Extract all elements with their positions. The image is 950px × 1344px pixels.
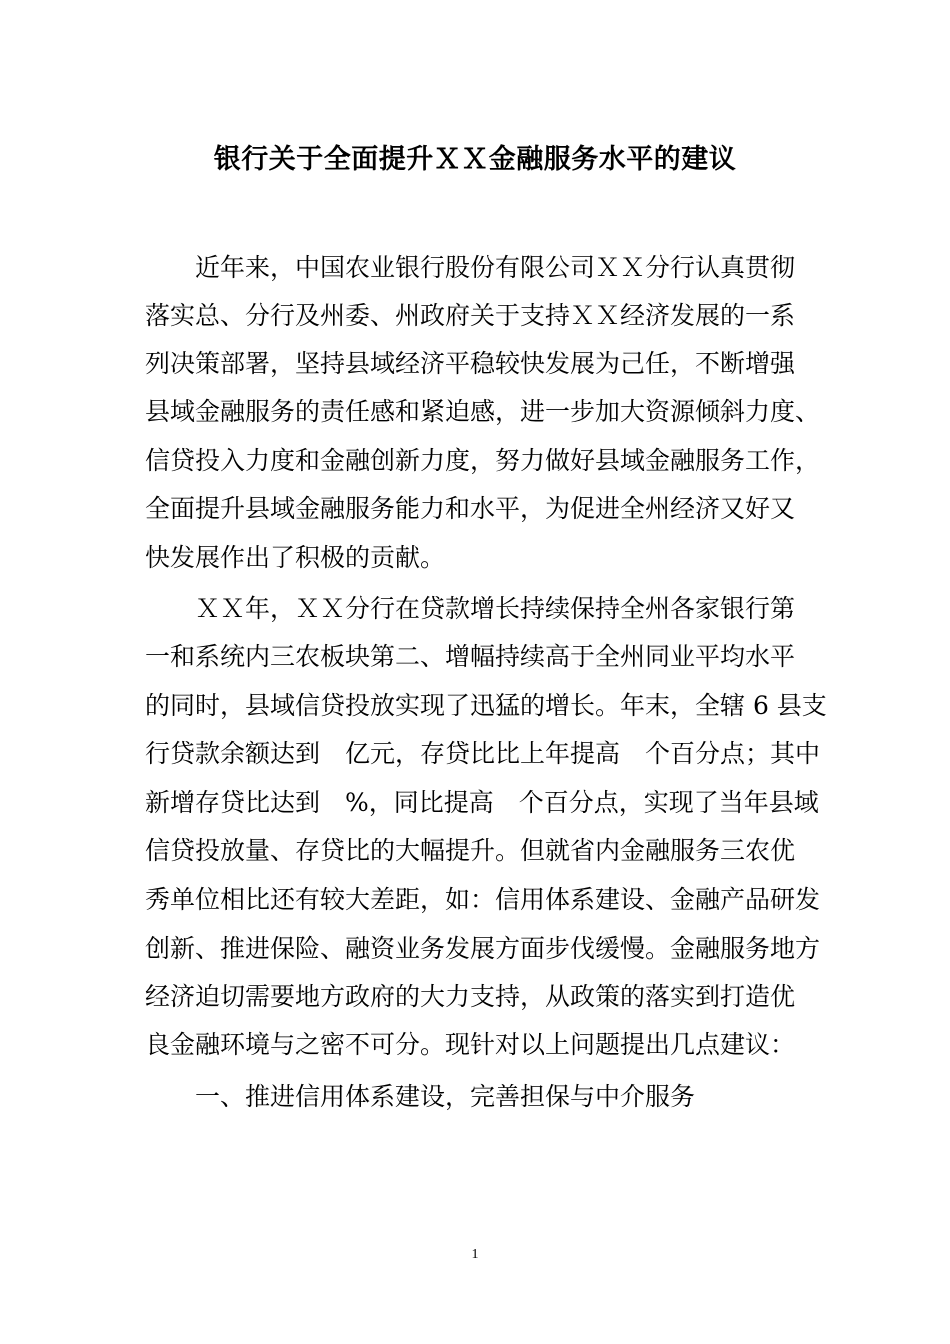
paragraph-1-line-6: 全面提升县域金融服务能力和水平，为促进全州经济又好又 bbox=[145, 494, 796, 523]
paragraph-1-line-4: 县域金融服务的责任感和紧迫感，进一步加大资源倾斜力度、 bbox=[145, 397, 821, 426]
paragraph-2-line-3: 的同时，县域信贷投放实现了迅猛的增长。年末，全辖 6 县支 bbox=[145, 691, 827, 720]
paragraph-2-line-2: 一和系统内三农板块第二、增幅持续高于全州同业平均水平 bbox=[145, 642, 796, 671]
page-number: 1 bbox=[471, 1247, 479, 1262]
paragraph-1-line-2: 落实总、分行及州委、州政府关于支持ＸＸ经济发展的一系 bbox=[145, 301, 796, 330]
paragraph-2-line-6: 信贷投放量、存贷比的大幅提升。但就省内金融服务三农优 bbox=[145, 836, 796, 865]
paragraph-2-line-8: 创新、推进保险、融资业务发展方面步伐缓慢。金融服务地方 bbox=[145, 934, 821, 963]
paragraph-2-line-4: 行贷款余额达到 亿元，存贷比比上年提高 个百分点；其中 bbox=[145, 739, 821, 768]
paragraph-2-line-9: 经济迫切需要地方政府的大力支持，从政策的落实到打造优 bbox=[145, 982, 796, 1011]
paragraph-1-line-5: 信贷投入力度和金融创新力度，努力做好县域金融服务工作， bbox=[145, 446, 821, 475]
paragraph-1-line-1: 近年来，中国农业银行股份有限公司ＸＸ分行认真贯彻 bbox=[195, 253, 796, 282]
paragraph-1-line-7: 快发展作出了积极的贡献。 bbox=[145, 543, 446, 572]
paragraph-1-line-3: 列决策部署，坚持县域经济平稳较快发展为己任，不断增强 bbox=[145, 349, 796, 378]
paragraph-2-line-10: 良金融环境与之密不可分。现针对以上问题提出几点建议： bbox=[145, 1030, 796, 1059]
paragraph-2-line-1: ＸＸ年，ＸＸ分行在贷款增长持续保持全州各家银行第 bbox=[195, 594, 796, 623]
paragraph-2-line-7: 秀单位相比还有较大差距，如：信用体系建设、金融产品研发 bbox=[145, 885, 821, 914]
document-title: 银行关于全面提升ＸＸ金融服务水平的建议 bbox=[213, 144, 737, 175]
paragraph-2-line-5: 新增存贷比达到 %，同比提高 个百分点，实现了当年县域 bbox=[145, 788, 819, 817]
section-heading-1: 一、推进信用体系建设，完善担保与中介服务 bbox=[195, 1082, 696, 1111]
